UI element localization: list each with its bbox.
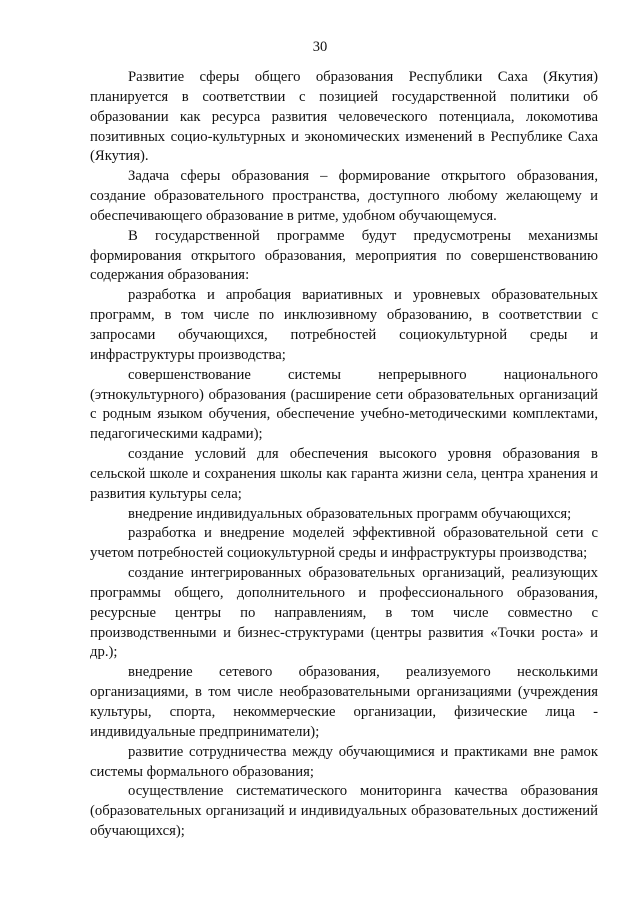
list-item-monitoring: осуществление систематического мониторинга качества образования (образовательных организаций и индивидуальных образовательных достижений обучающихся); (90, 783, 598, 840)
document-body (90, 68, 598, 842)
paragraph-task: Задача сферы образования – формирование открытого образования, создание образовательного пространства, доступного любому желающему и обеспечивающего образование в ритме, удобном обучающемуся. (90, 168, 598, 224)
list-item-integrated-organizations: создание интегрированных образовательных организаций, реализующих программы общего, дополнительного и профессионального образования, ресурсные центры по направлениям, в том числе совместно с производственными и бизнес-структурами (центры развития «Точки роста» и др.); (90, 565, 598, 661)
list-item-network-education: внедрение сетевого образования, реализуемого несколькими организациями, в том числе необразовательными организациями (учреждения культуры, спорта, некоммерческие организации, физические лица - индивидуальные предприниматели); (90, 664, 598, 740)
paragraph-mechanisms: В государственной программе будут предусмотрены механизмы формирования открытого образования, мероприятия по совершенствованию содержания образования: (90, 227, 598, 284)
list-item-rural-school: создание условий для обеспечения высокого уровня образования в сельской школе и сохранения школы как гаранта жизни села, центра хранения и развития культуры села; (90, 446, 598, 502)
list-item-variative-programs: разработка и апробация вариативных и уровневых образовательных программ, в том числе по инклюзивному образованию, в соответствии с запросами обучающихся, потребностей социокультурной среды и инфраструктуры производства; (90, 287, 598, 363)
paragraph-intro: Развитие сферы общего образования Республики Саха (Якутия) планируется в соответствии с позицией государственной политики об образовании как ресурса развития человеческого потенциала, локомотива позитивных социо-культурных и экономических изменений в Республике Саха (Якутия). (90, 69, 598, 165)
list-item-network-models: разработка и внедрение моделей эффективной образовательной сети с учетом потребностей социокультурной среды и инфраструктуры производства; (90, 525, 598, 562)
list-item-individual-programs: внедрение индивидуальных образовательных программ обучающихся; (128, 505, 572, 522)
page-number: 30 (312, 39, 328, 55)
list-item-cooperation: развитие сотрудничества между обучающимися и практиками вне рамок системы формального образования; (90, 743, 598, 780)
list-item-national-education: совершенствование системы непрерывного национального (этнокультурного) образования (расширение сети образовательных организаций с родным языком обучения, обеспечение учебно-методическими комплектами, педагогическими кадрами); (90, 366, 598, 443)
